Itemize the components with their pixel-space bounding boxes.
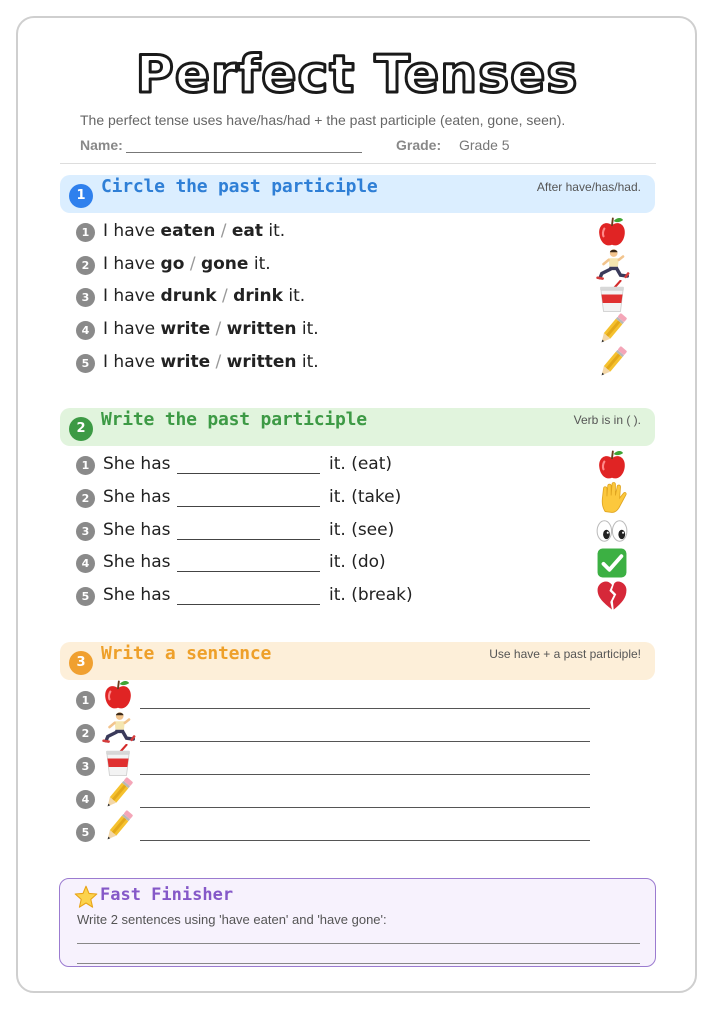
apple-icon: [99, 678, 137, 712]
section-3-header: [60, 642, 655, 680]
choice-separator: /: [189, 254, 196, 274]
s2-item: [76, 486, 636, 512]
s1-item: [76, 220, 636, 246]
choice-separator: /: [215, 319, 222, 339]
fast-finisher-text: Write 2 sentences using 'have eaten' and 'have gone':: [77, 912, 387, 927]
fast-finisher-title: Fast Finisher: [100, 885, 234, 905]
choice-b[interactable]: drink: [233, 286, 283, 306]
choice-a[interactable]: write: [160, 319, 211, 339]
item-prefix: She has: [103, 454, 171, 474]
choice-b[interactable]: written: [226, 352, 297, 372]
item-prefix: She has: [103, 585, 171, 605]
item-text: [103, 352, 319, 372]
item-text: [103, 254, 271, 274]
s1-item: [76, 318, 636, 344]
item-prefix: I have: [103, 221, 156, 241]
section-3-title: Write a sentence: [101, 643, 272, 664]
item-number: 4: [76, 321, 95, 340]
s3-item: [76, 688, 636, 714]
s1-item: [76, 285, 636, 311]
item-prefix: I have: [103, 286, 156, 306]
item-suffix: it.: [268, 221, 286, 241]
section-3-hint: Use have + a past participle!: [489, 647, 641, 661]
item-number: 3: [76, 757, 95, 776]
s1-item: [76, 253, 636, 279]
item-suffix: it.: [301, 352, 319, 372]
answer-blank[interactable]: [177, 473, 320, 474]
item-number: 5: [76, 587, 95, 606]
section-2-title: Write the past participle: [101, 409, 367, 430]
item-prefix: She has: [103, 520, 171, 540]
item-prefix: I have: [103, 254, 156, 274]
s3-item: [76, 754, 636, 780]
section-1-title: Circle the past participle: [101, 176, 378, 197]
item-prefix: I have: [103, 352, 156, 372]
pencil-icon: [592, 313, 632, 347]
item-suffix: it. (eat): [329, 454, 393, 474]
section-1-header: [60, 175, 655, 213]
choice-a[interactable]: eaten: [160, 221, 216, 241]
s1-item: [76, 351, 636, 377]
eyes-icon: [592, 514, 632, 548]
pencil-icon: [99, 777, 137, 811]
drink-cup-icon: [99, 744, 137, 778]
item-suffix: it. (see): [329, 520, 395, 540]
fast-finisher-box: [59, 878, 656, 967]
item-text: [103, 221, 285, 241]
intro-text: The perfect tense uses have/has/had + the past participle (eaten, gone, seen).: [80, 112, 566, 128]
sentence-line[interactable]: [140, 807, 590, 808]
drink-cup-icon: [592, 280, 632, 314]
page-title-text: Perfect Tenses: [135, 45, 579, 105]
sentence-line[interactable]: [140, 840, 590, 841]
section-2-number: 2: [69, 417, 93, 441]
choice-separator: /: [220, 221, 227, 241]
pencil-icon: [99, 810, 137, 844]
choice-separator: /: [215, 352, 222, 372]
item-number: 3: [76, 288, 95, 307]
item-suffix: it.: [288, 286, 306, 306]
sentence-line[interactable]: [140, 741, 590, 742]
answer-blank[interactable]: [177, 604, 320, 605]
item-suffix: it. (break): [329, 585, 413, 605]
section-1-number: 1: [69, 184, 93, 208]
header-divider: [60, 163, 656, 164]
item-text: [103, 319, 319, 339]
section-2-hint: Verb is in ( ).: [573, 413, 641, 427]
s2-item: [76, 453, 636, 479]
item-suffix: it.: [253, 254, 271, 274]
star-icon: [74, 885, 98, 909]
item-number: 1: [76, 691, 95, 710]
apple-icon: [592, 448, 632, 482]
apple-icon: [592, 215, 632, 249]
pencil-icon: [592, 346, 632, 380]
item-number: 4: [76, 554, 95, 573]
raised-hand-icon: [592, 481, 632, 515]
answer-blank[interactable]: [177, 539, 320, 540]
item-number: 3: [76, 522, 95, 541]
sentence-line[interactable]: [140, 708, 590, 709]
s2-item: [76, 584, 636, 610]
name-label: Name:: [80, 137, 123, 153]
choice-b[interactable]: gone: [200, 254, 249, 274]
choice-a[interactable]: drunk: [160, 286, 217, 306]
s3-item: [76, 721, 636, 747]
item-prefix: I have: [103, 319, 156, 339]
item-suffix: it. (do): [329, 552, 386, 572]
item-number: 2: [76, 256, 95, 275]
item-suffix: it. (take): [329, 487, 402, 507]
page-title: [0, 34, 715, 112]
choice-b[interactable]: written: [226, 319, 297, 339]
check-mark-icon: [592, 546, 632, 580]
name-grade-row: [80, 137, 640, 157]
answer-line[interactable]: [77, 963, 640, 964]
s2-item: [76, 551, 636, 577]
broken-heart-icon: [592, 579, 632, 613]
item-text: [103, 286, 305, 306]
grade-value: Grade 5: [459, 137, 510, 153]
answer-blank[interactable]: [177, 506, 320, 507]
s3-item: [76, 787, 636, 813]
answer-blank[interactable]: [177, 571, 320, 572]
grade-label: Grade:: [396, 137, 442, 153]
runner-icon: [99, 711, 137, 745]
s3-item: [76, 820, 636, 846]
item-prefix: She has: [103, 552, 171, 572]
item-number: 4: [76, 790, 95, 809]
choice-a[interactable]: go: [160, 254, 185, 274]
item-number: 2: [76, 489, 95, 508]
choice-b[interactable]: eat: [231, 221, 263, 241]
choice-separator: /: [222, 286, 228, 306]
item-number: 2: [76, 724, 95, 743]
item-number: 5: [76, 354, 95, 373]
item-prefix: She has: [103, 487, 171, 507]
section-2-header: [60, 408, 655, 446]
answer-line[interactable]: [77, 943, 640, 944]
runner-icon: [592, 248, 632, 282]
choice-a[interactable]: write: [160, 352, 211, 372]
sentence-line[interactable]: [140, 774, 590, 775]
s2-item: [76, 519, 636, 545]
section-1-hint: After have/has/had.: [536, 180, 641, 194]
section-3-number: 3: [69, 651, 93, 675]
item-number: 1: [76, 223, 95, 242]
name-field-line[interactable]: [126, 152, 362, 153]
item-number: 1: [76, 456, 95, 475]
item-number: 5: [76, 823, 95, 842]
item-suffix: it.: [301, 319, 319, 339]
